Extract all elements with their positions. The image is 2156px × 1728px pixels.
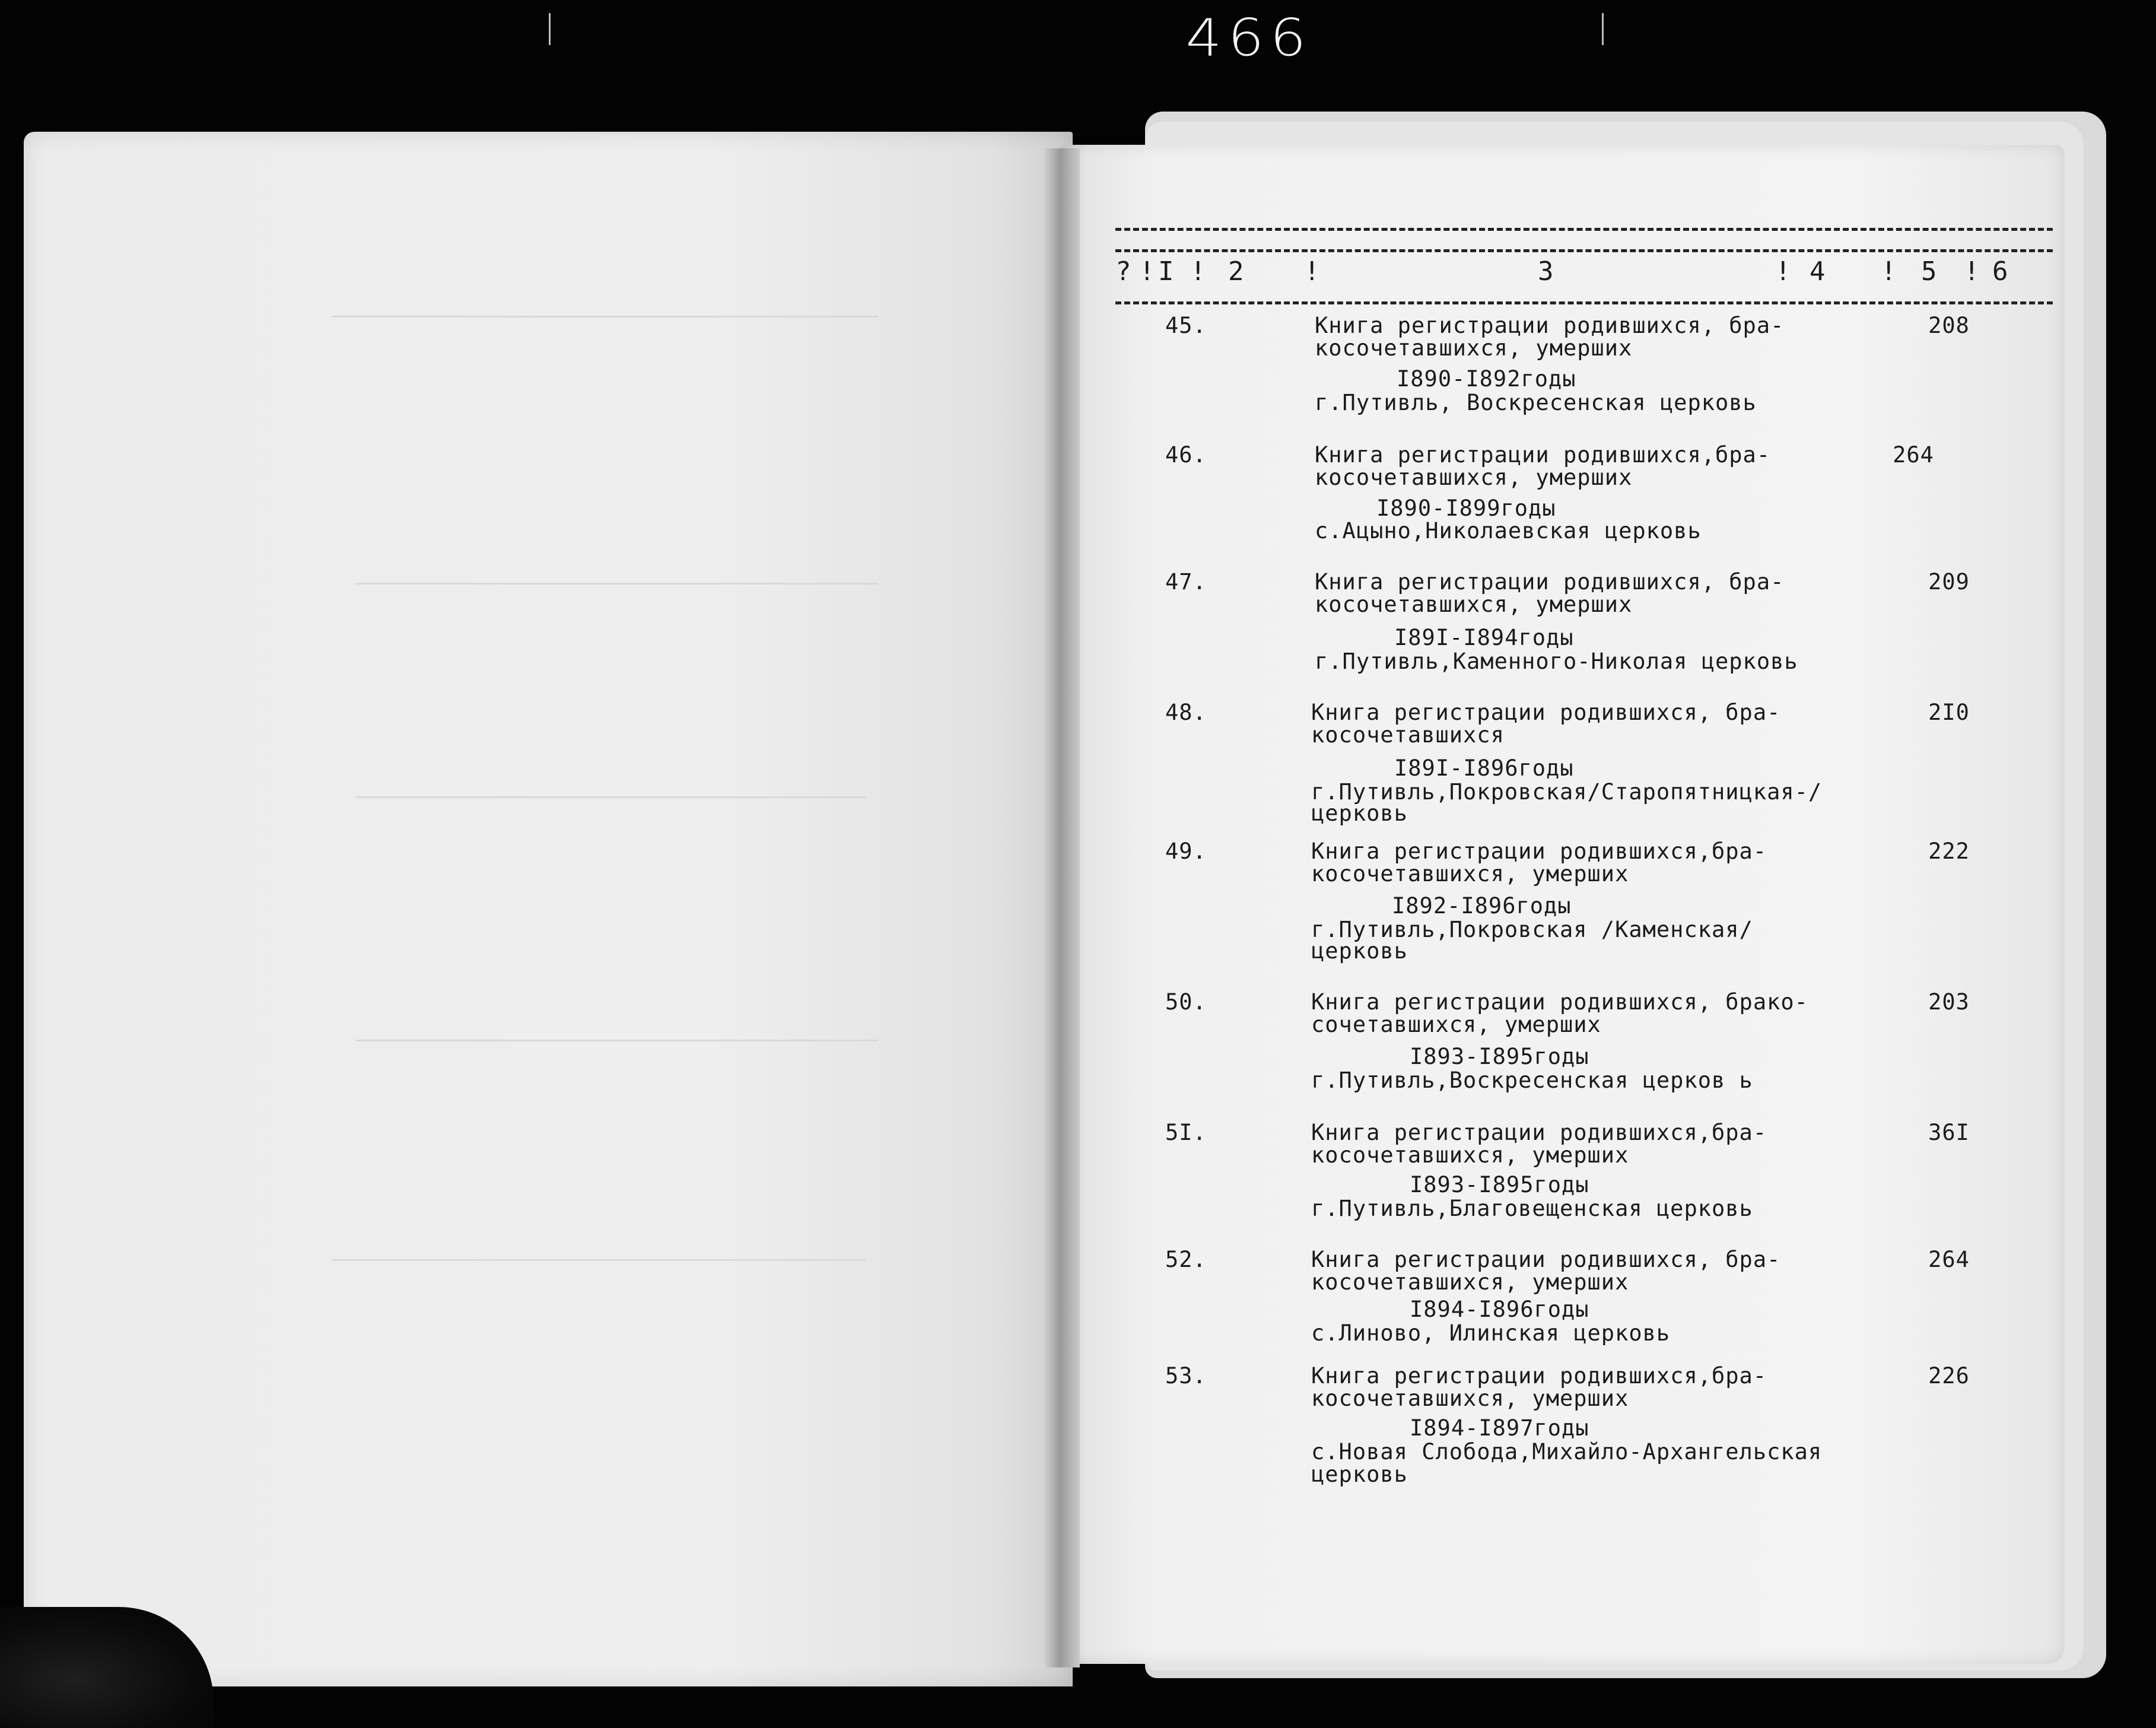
- entry-years: I894-I897годы: [1410, 1415, 1589, 1441]
- column-header-question: ?: [1115, 256, 1131, 287]
- left-page-bleed-line: [332, 1259, 866, 1261]
- entry-page-count: 226: [1928, 1363, 1970, 1389]
- entry-number: 49.: [1165, 838, 1207, 864]
- table-top-rule: [1115, 249, 2053, 252]
- entry-page-count: 36I: [1928, 1120, 1970, 1145]
- entry-title-line: косочетавшихся, умерших: [1315, 592, 1633, 617]
- column-header-5: 5: [1921, 256, 1937, 287]
- entry-place: церковь: [1311, 1462, 1408, 1487]
- column-separator: !: [1139, 256, 1155, 287]
- entry-place: с.Ацыно,Николаевская церковь: [1315, 518, 1702, 544]
- column-separator: !: [1775, 256, 1791, 287]
- entry-51: [1115, 1122, 2053, 1234]
- entry-years: I892-I896годы: [1392, 893, 1572, 919]
- entry-years: I89I-I894годы: [1394, 625, 1574, 650]
- column-header-4: 4: [1810, 256, 1826, 287]
- entry-number: 50.: [1165, 989, 1207, 1015]
- entry-place: г.Путивль,Каменного-Николая церковь: [1315, 649, 1798, 674]
- entry-title-line: Книга регистрации родившихся,бра-: [1311, 1120, 1767, 1145]
- entry-46: [1115, 444, 2053, 557]
- entry-place: г.Путивль, Воскресенская церковь: [1315, 390, 1757, 415]
- entry-number: 5I.: [1165, 1120, 1207, 1145]
- column-separator: !: [1881, 256, 1897, 287]
- entry-title-line: Книга регистрации родившихся, брако-: [1311, 989, 1808, 1015]
- entry-place: г.Путивль,Воскресенская церков ь: [1311, 1068, 1753, 1093]
- column-header-row: [1115, 256, 2053, 292]
- entry-title-line: Книга регистрации родившихся,бра-: [1315, 442, 1771, 468]
- table-header-rule: [1115, 301, 2053, 304]
- entry-title-line: Книга регистрации родившихся, бра-: [1311, 700, 1781, 725]
- entry-years: I894-I896годы: [1410, 1297, 1589, 1322]
- entry-page-count: 2I0: [1928, 700, 1970, 725]
- column-header-6: 6: [1992, 256, 2008, 287]
- entry-title-line: Книга регистрации родившихся, бра-: [1315, 569, 1785, 595]
- entry-page-count: 208: [1928, 313, 1970, 338]
- entry-years: I890-I899годы: [1376, 495, 1556, 521]
- column-separator: !: [1304, 256, 1320, 287]
- entry-place: г.Путивль,Благовещенская церковь: [1311, 1196, 1753, 1221]
- entry-number: 52.: [1165, 1247, 1207, 1272]
- entry-title-line: косочетавшихся, умерших: [1315, 465, 1633, 490]
- entry-number: 45.: [1165, 313, 1207, 338]
- entry-45: [1115, 315, 2053, 427]
- entry-title-line: Книга регистрации родившихся,бра-: [1311, 838, 1767, 864]
- film-frame-tick-left: [549, 13, 551, 45]
- entry-53: [1115, 1365, 2053, 1501]
- entry-place: с.Новая Слобода,Михайло-Архангельская: [1311, 1439, 1823, 1465]
- entry-title-line: Книга регистрации родившихся, бра-: [1315, 313, 1785, 338]
- entry-page-count: 264: [1893, 442, 1934, 468]
- column-header-1: I: [1158, 256, 1174, 287]
- left-page-bleed-line: [332, 316, 878, 317]
- entry-47: [1115, 571, 2053, 684]
- entry-years: I89I-I896годы: [1394, 755, 1574, 781]
- entry-50: [1115, 991, 2053, 1104]
- entry-title-line: косочетавшихся, умерших: [1311, 861, 1629, 887]
- column-separator: !: [1964, 256, 1980, 287]
- film-frame-tick-right: [1602, 13, 1604, 45]
- entry-52: [1115, 1249, 2053, 1355]
- entry-number: 53.: [1165, 1363, 1207, 1389]
- left-page-bleed-line: [356, 1040, 878, 1041]
- entry-49: [1115, 840, 2053, 965]
- entry-page-count: 222: [1928, 838, 1970, 864]
- entry-title-line: Книга регистрации родившихся,бра-: [1311, 1363, 1767, 1389]
- book-gutter: [1044, 148, 1080, 1667]
- entry-place: г.Путивль,Покровская/Старопятницкая-/: [1311, 779, 1823, 805]
- column-header-3: 3: [1538, 256, 1554, 287]
- entry-place: с.Линово, Илинская церковь: [1311, 1320, 1671, 1346]
- entry-title-line: косочетавшихся, умерших: [1315, 335, 1633, 361]
- left-page: [24, 132, 1073, 1686]
- entry-number: 47.: [1165, 569, 1207, 595]
- left-page-bleed-line: [356, 796, 866, 798]
- film-frame-number: 466: [1185, 8, 1312, 68]
- entry-title-line: Книга регистрации родившихся, бра-: [1311, 1247, 1781, 1272]
- column-header-2: 2: [1228, 256, 1244, 287]
- column-separator: !: [1190, 256, 1206, 287]
- entry-place: г.Путивль,Покровская /Каменская/: [1311, 917, 1753, 942]
- entry-years: I890-I892годы: [1397, 366, 1576, 392]
- entry-page-count: 264: [1928, 1247, 1970, 1272]
- entry-page-count: 203: [1928, 989, 1970, 1015]
- entry-years: I893-I895годы: [1410, 1172, 1589, 1197]
- left-page-bleed-line: [356, 583, 878, 585]
- entry-title-line: косочетавшихся: [1311, 722, 1505, 748]
- table-top-rule: [1115, 228, 2053, 231]
- entry-48: [1115, 701, 2053, 826]
- entry-number: 48.: [1165, 700, 1207, 725]
- entry-title-line: сочетавшихся, умерших: [1311, 1012, 1601, 1037]
- entry-place: церковь: [1311, 938, 1408, 964]
- entry-place: церковь: [1311, 801, 1408, 826]
- entry-title-line: косочетавшихся, умерших: [1311, 1142, 1629, 1168]
- entry-title-line: косочетавшихся, умерших: [1311, 1386, 1629, 1411]
- entry-title-line: косочетавшихся, умерших: [1311, 1269, 1629, 1295]
- entry-years: I893-I895годы: [1410, 1044, 1589, 1069]
- entry-page-count: 209: [1928, 569, 1970, 595]
- entry-number: 46.: [1165, 442, 1207, 468]
